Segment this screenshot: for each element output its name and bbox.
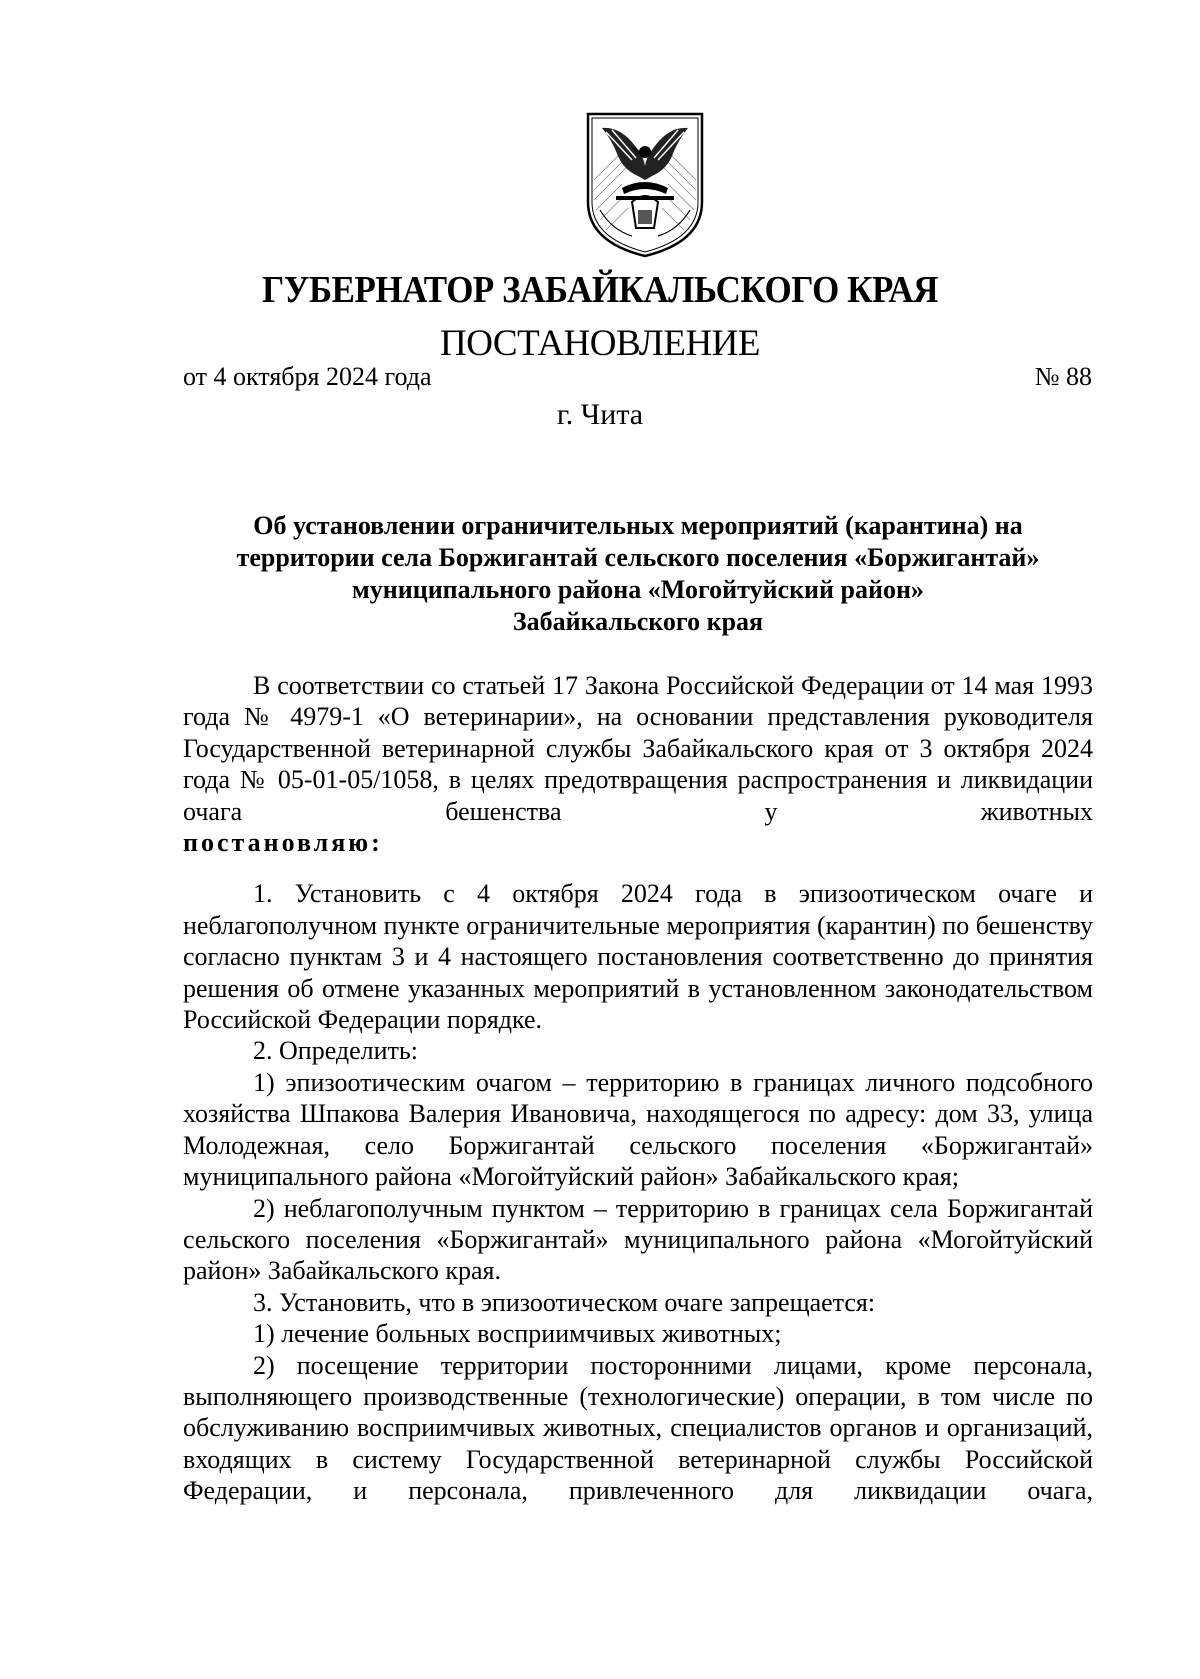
document-subject xyxy=(183,510,1093,638)
decree-word: постановляю: xyxy=(183,828,383,858)
subject-line: муниципального района «Могойтуйский район» xyxy=(352,575,924,604)
paragraph-item-3-2: 2) посещение территории посторонними лицами, кроме персонала, выполняющего производственные (технологические) операции, в том числе по обслуживанию восприимчивых животных, специалистов органов и организаций, входящих в систему Государственной ветеринарной службы Российской Федерации, и персонала, привлеченного для ликвидации очага, xyxy=(183,1350,1093,1506)
paragraph-item-2: 2. Определить: xyxy=(253,1036,418,1066)
coat-of-arms-emblem xyxy=(582,110,708,260)
paragraph-item-3: 3. Установить, что в эпизоотическом очаге запрещается: xyxy=(253,1287,876,1317)
authority-title: ГУБЕРНАТОР ЗАБАЙКАЛЬСКОГО КРАЯ xyxy=(261,269,939,311)
document-date: от 4 октября 2024 года xyxy=(183,362,432,391)
subject-line: Забайкальского края xyxy=(512,607,764,636)
paragraph-item-1: 1. Установить с 4 октября 2024 года в эпизоотическом очаге и неблагополучном пункте ограничительные мероприятия (карантин) по бешенству согласно пунктам 3 и 4 настоящего постановления соответственно до принятия решения об отмене указанных мероприятий в установленном законодательством Российской Федерации порядке. xyxy=(183,879,1093,1035)
document-number: № 88 xyxy=(1034,362,1092,391)
paragraph-item-3-1: 1) лечение больных восприимчивых животных; xyxy=(253,1319,782,1349)
paragraph-item-2-2: 2) неблагополучным пунктом – территорию в границах села Боржигантай сельского поселения «Боржигантай» муниципального района «Могойтуйский район» Забайкальского края. xyxy=(183,1193,1093,1286)
subject-line: территории села Боржигантай сельского поселения «Боржигантай» xyxy=(236,543,1040,572)
decree-word-line xyxy=(183,827,1093,858)
preamble-paragraph: В соответствии со статьей 17 Закона Российской Федерации от 14 мая 1993 года № 4979-1 «О ветеринарии», на основании представления руководителя Государственной ветеринарной службы Забайкальского края от 3 октября 2024 года № 05-01-05/1058, в целях предотвращения распространения и ликвидации очага бешенства у животных xyxy=(183,671,1093,826)
document-body xyxy=(183,670,1093,1507)
document-city: г. Чита xyxy=(556,398,644,431)
document-type: ПОСТАНОВЛЕНИЕ xyxy=(440,323,760,364)
subject-line: Об установлении ограничительных мероприятий (карантина) на xyxy=(253,511,1023,540)
paragraph-item-2-1: 1) эпизоотическим очагом – территорию в границах личного подсобного хозяйства Шпакова Валерия Ивановича, находящегося по адресу: дом 33, улица Молодежная, село Боржигантай сельского поселения «Боржигантай» муниципального района «Могойтуйский район» Забайкальского края; xyxy=(183,1067,1093,1192)
